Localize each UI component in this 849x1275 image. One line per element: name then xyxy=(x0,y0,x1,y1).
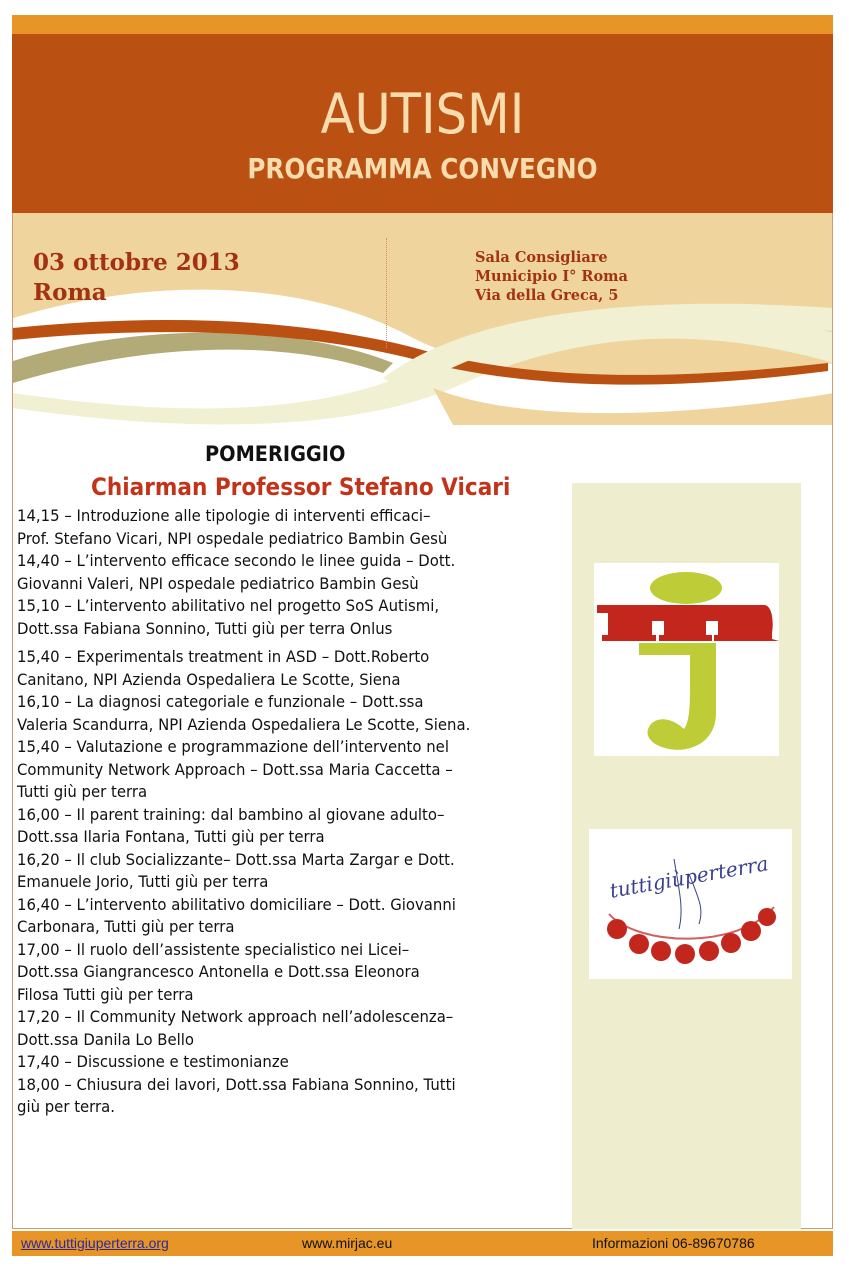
schedule-line: Community Network Approach – Dott.ssa Maria Caccetta – xyxy=(17,759,453,779)
schedule-line: 16,00 – Il parent training: dal bambino al giovane adulto– xyxy=(17,804,445,824)
schedule-item xyxy=(17,939,538,1007)
schedule-item xyxy=(17,595,538,640)
schedule-item xyxy=(17,505,538,550)
schedule-line: Dott.ssa Giangrancesco Antonella e Dott.ssa Eleonora xyxy=(17,962,420,981)
schedule-item xyxy=(17,894,538,939)
schedule-line: 17,00 – Il ruolo dell’assistente specialistico nei Licei– xyxy=(17,939,410,959)
schedule-line: giù per terra. xyxy=(17,1097,115,1116)
schedule-line: 16,10 – La diagnosi categoriale e funzionale – Dott.ssa xyxy=(17,692,424,711)
venue-line: Municipio I° Roma xyxy=(475,268,628,285)
schedule-list xyxy=(17,505,538,1119)
flyer-page xyxy=(12,15,833,1256)
schedule-line: Emanuele Jorio, Tutti giù per terra xyxy=(17,872,269,891)
event-date: 03 ottobre 2013 xyxy=(33,249,240,276)
header-banner xyxy=(12,34,833,213)
event-date-block xyxy=(33,248,240,308)
schedule-item xyxy=(17,1074,538,1119)
schedule-line: 16,40 – L’intervento abilitativo domiciliare – Dott. Giovanni xyxy=(17,894,456,914)
schedule-line: Dott.ssa Fabiana Sonnino, Tutti giù per terra Onlus xyxy=(17,618,393,638)
schedule-line: Dott.ssa Danila Lo Bello xyxy=(17,1029,195,1049)
schedule-item xyxy=(17,1006,538,1051)
program-content xyxy=(12,425,833,1229)
footer-bar xyxy=(12,1231,833,1256)
schedule-item xyxy=(17,849,538,894)
event-city: Roma xyxy=(33,279,107,306)
venue-line: Sala Consigliare xyxy=(475,249,608,266)
schedule-item xyxy=(17,736,538,804)
schedule-line: 14,15 – Introduzione alle tipologie di interventi efficaci– xyxy=(17,506,431,525)
tuttigiuperterra-logo-icon xyxy=(589,829,792,979)
schedule-line: 18,00 – Chiusura dei lavori, Dott.ssa Fabiana Sonnino, Tutti xyxy=(17,1074,456,1094)
schedule-item xyxy=(17,691,538,736)
schedule-line: 15,40 – Experimentals treatment in ASD – Dott.Roberto xyxy=(17,647,430,666)
schedule-line: 15,40 – Valutazione e programmazione dell’intervento nel xyxy=(17,737,449,756)
schedule-line: 16,20 – Il club Socializzante– Dott.ssa Marta Zargar e Dott. xyxy=(17,849,455,869)
venue-line: Via della Greca, 5 xyxy=(475,287,619,304)
tuttigiuperterra-logo xyxy=(589,829,792,979)
schedule-item xyxy=(17,804,538,849)
schedule-item xyxy=(17,646,538,691)
dotted-divider xyxy=(386,238,387,348)
mirjac-site-text: www.mirjac.eu xyxy=(302,1235,393,1251)
schedule-line: 17,40 – Discussione e testimonianze xyxy=(17,1052,289,1071)
schedule-line: Prof. Stefano Vicari, NPI ospedale pediatrico Bambin Gesù xyxy=(17,528,448,548)
schedule-line: Valeria Scandurra, NPI Azienda Ospedaliera Le Scotte, Siena. xyxy=(17,714,471,734)
top-accent-bar xyxy=(12,15,833,34)
schedule-line: Giovanni Valeri, NPI ospedale pediatrico Bambin Gesù xyxy=(17,573,419,593)
svg-text:tuttigiùperterra: tuttigiùperterra xyxy=(607,851,771,903)
schedule-item xyxy=(17,1051,538,1074)
chairman-heading: Chiarman Professor Stefano Vicari xyxy=(91,473,511,501)
wave-decoration-icon xyxy=(13,213,833,425)
venue-block xyxy=(475,248,628,305)
schedule-line: Canitano, NPI Azienda Ospedaliera Le Scotte, Siena xyxy=(17,669,401,689)
schedule-line: Tutti giù per terra xyxy=(17,782,148,801)
contact-info: Informazioni 06-89670786 xyxy=(592,1235,755,1251)
mirjac-logo xyxy=(594,563,779,756)
schedule-item xyxy=(17,550,538,595)
schedule-line: Carbonara, Tutti giù per terra xyxy=(17,917,235,936)
section-title: POMERIGGIO xyxy=(205,442,346,466)
schedule-line: 15,10 – L’intervento abilitativo nel progetto SoS Autismi, xyxy=(17,596,440,615)
schedule-line: Dott.ssa Ilaria Fontana, Tutti giù per terra xyxy=(17,827,325,846)
mirjac-logo-icon xyxy=(594,563,779,756)
page-title: AUTISMI xyxy=(320,82,525,146)
tuttigiuperterra-link[interactable]: www.tuttigiuperterra.org xyxy=(21,1235,169,1251)
schedule-line: Filosa Tutti giù per terra xyxy=(17,984,194,1004)
schedule-line: 17,20 – Il Community Network approach nell’adolescenza– xyxy=(17,1007,454,1026)
schedule-line: 14,40 – L’intervento efficace secondo le linee guida – Dott. xyxy=(17,551,456,570)
event-info-band xyxy=(12,213,833,425)
page-subtitle: PROGRAMMA CONVEGNO xyxy=(247,152,598,185)
sponsor-column xyxy=(572,483,801,1229)
